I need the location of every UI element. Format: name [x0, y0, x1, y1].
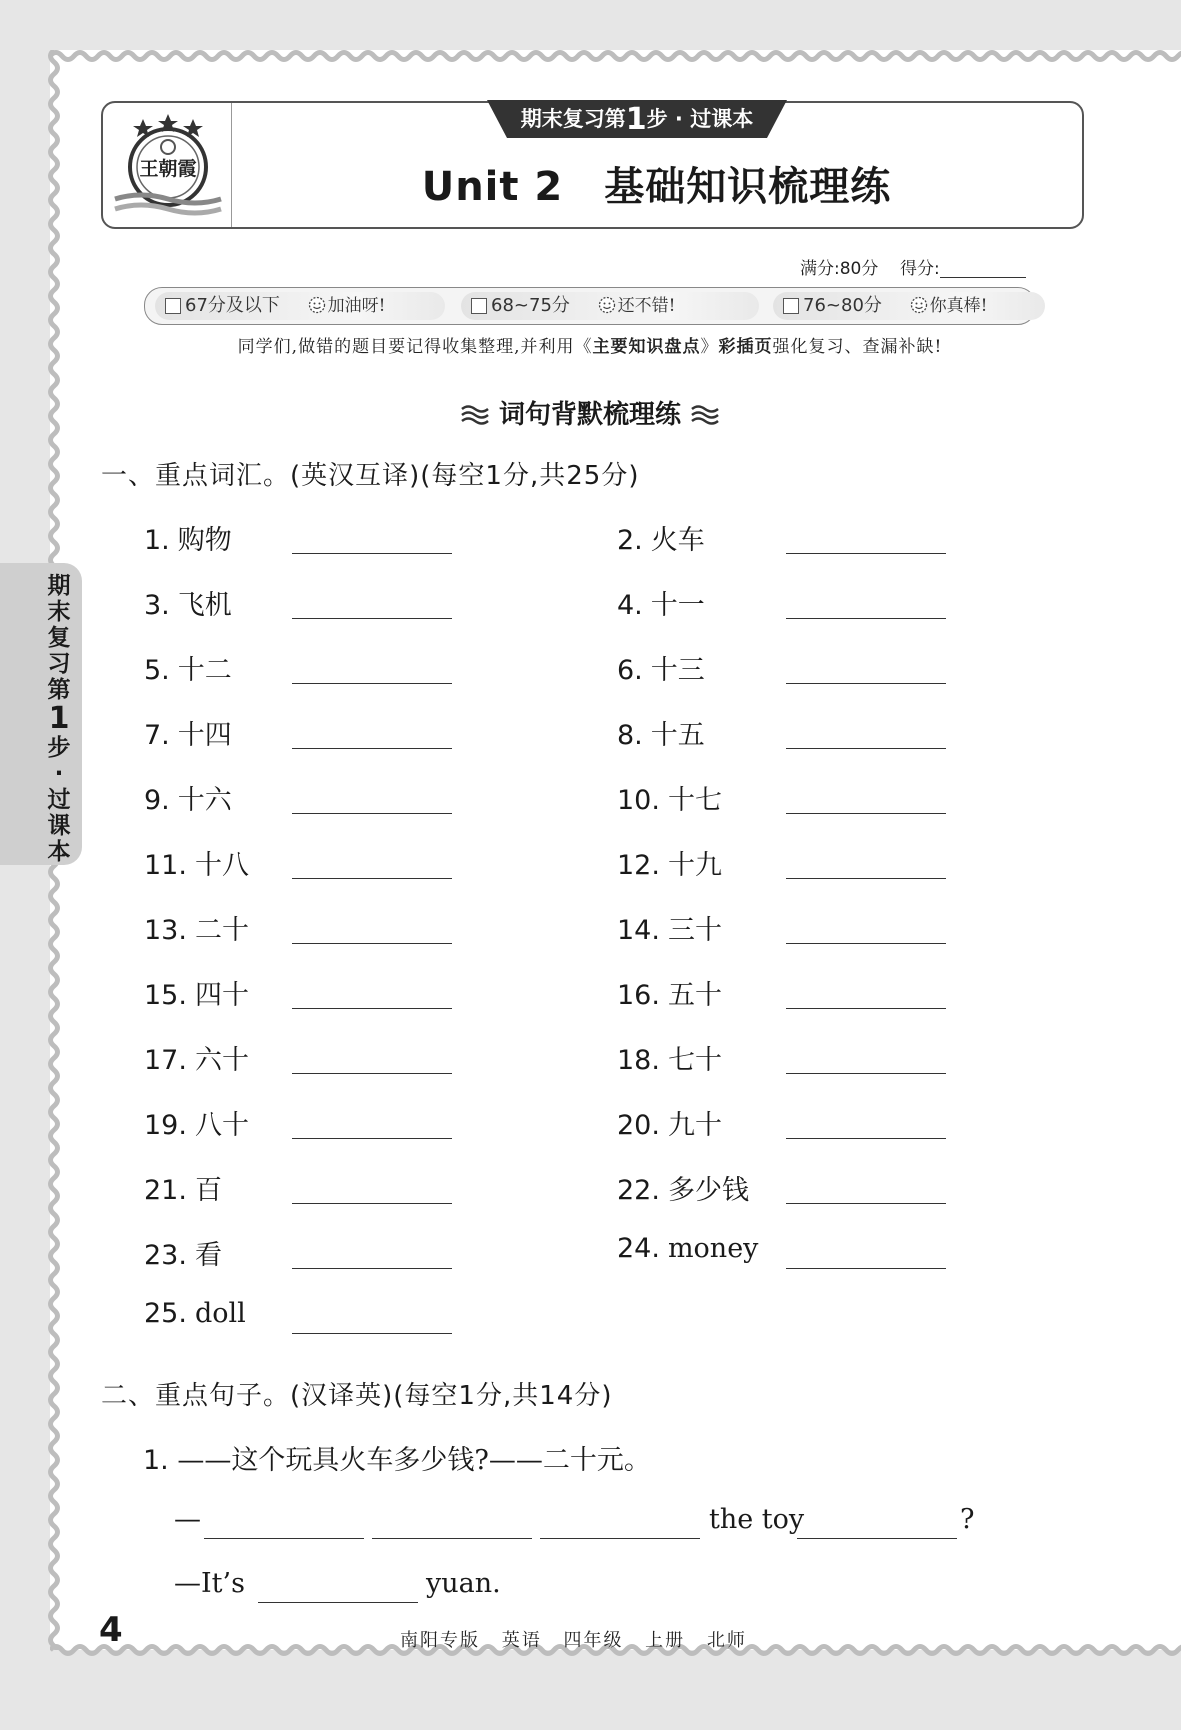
vocab-number: 23. [144, 1240, 187, 1271]
vocab-word: 十七 [667, 785, 722, 816]
vocab-number: 21. [144, 1175, 187, 1206]
vocab-word: 七十 [667, 1045, 722, 1076]
rating-option-high[interactable]: 76~80分 你真棒! [773, 292, 1045, 320]
answer-blank[interactable] [786, 878, 946, 879]
question-2-title: 二、重点句子。(汉译英)(每空1分,共14分) [101, 1381, 613, 1411]
answer-blank[interactable] [786, 748, 946, 749]
vocab-word: 十四 [177, 720, 232, 751]
answer-blank[interactable] [292, 618, 452, 619]
answer-blank[interactable] [786, 1203, 946, 1204]
question-1-title: 一、重点词汇。(英汉互译)(每空1分,共25分) [101, 461, 640, 491]
vocab-item [617, 1038, 722, 1078]
answer-blank[interactable] [292, 1008, 452, 1009]
vocab-item [144, 1168, 222, 1208]
vocab-item [144, 843, 249, 883]
vocab-number: 3. [144, 590, 170, 621]
answer-blank[interactable] [292, 553, 452, 554]
answer-blank[interactable] [540, 1538, 700, 1539]
vocab-word: 三十 [667, 915, 722, 946]
vocab-item [144, 1103, 249, 1143]
side-tab-label [44, 573, 74, 865]
vocab-item [144, 713, 232, 753]
vocab-word: 看 [194, 1240, 222, 1271]
answer-blank[interactable] [292, 1333, 452, 1334]
vocab-number: 12. [617, 850, 660, 881]
vocab-number: 6. [617, 655, 643, 686]
sentence-1-prompt: 1. ——这个玩具火车多少钱?——二十元。 [143, 1445, 651, 1476]
answer-blank[interactable] [292, 683, 452, 684]
step-label: 期末复习第1步 · 过课本 [520, 102, 754, 137]
page-title: Unit 2 基础知识梳理练 [421, 164, 892, 210]
vocab-number: 14. [617, 915, 660, 946]
section-heading: 词句背默梳理练 [390, 394, 790, 431]
answer-blank[interactable] [258, 1602, 418, 1603]
answer-blank[interactable] [292, 878, 452, 879]
vocab-number: 25. [144, 1298, 187, 1329]
vocab-item [617, 908, 722, 948]
score-label: 得分: [899, 259, 940, 279]
answer-blank[interactable] [786, 683, 946, 684]
wavy-lines-icon [460, 403, 490, 425]
vocab-word: 十六 [177, 785, 232, 816]
sentence-1-yuan: yuan. [426, 1568, 501, 1599]
vocab-number: 1. [144, 525, 170, 556]
header-box [101, 101, 1084, 229]
rating-option-mid[interactable]: 68~75分 还不错! [461, 292, 759, 320]
vocab-item [617, 648, 705, 688]
wavy-lines-icon [690, 403, 720, 425]
side-tab-text-part: 步·过课本 [47, 735, 71, 865]
logo-name: 王朝霞 [139, 158, 197, 180]
smiley-face-icon [910, 296, 928, 314]
vocab-word: 十九 [667, 850, 722, 881]
vocab-item [144, 583, 232, 623]
vocab-item [617, 1103, 722, 1143]
smiley-face-icon [598, 296, 616, 314]
publisher-logo [113, 111, 223, 219]
answer-blank[interactable] [786, 553, 946, 554]
vocab-word: 十五 [650, 720, 705, 751]
answer-blank[interactable] [292, 943, 452, 944]
vocab-word: 十三 [650, 655, 705, 686]
vocab-item [617, 518, 705, 558]
vocab-word: 八十 [194, 1110, 249, 1141]
answer-blank[interactable] [292, 1203, 452, 1204]
vocab-number: 8. [617, 720, 643, 751]
answer-blank[interactable] [786, 813, 946, 814]
smiley-face-icon [308, 296, 326, 314]
step-tab [487, 100, 787, 140]
vocab-item [144, 1233, 222, 1273]
vocab-item [144, 908, 249, 948]
side-tab-text-part: 1 [48, 701, 70, 736]
vocab-number: 15. [144, 980, 187, 1011]
vocab-number: 19. [144, 1110, 187, 1141]
rating-bar [144, 287, 1036, 325]
vocab-item [144, 973, 249, 1013]
answer-blank[interactable] [204, 1538, 364, 1539]
vocab-word: 十八 [194, 850, 249, 881]
answer-blank[interactable] [786, 1268, 946, 1269]
vocab-item [144, 648, 232, 688]
answer-blank[interactable] [786, 1008, 946, 1009]
vocab-number: 22. [617, 1175, 660, 1206]
vocab-item [617, 713, 705, 753]
vocab-word: doll [194, 1298, 246, 1329]
vocab-number: 17. [144, 1045, 187, 1076]
page-number: 4 [99, 1610, 123, 1650]
vocab-item [617, 1168, 749, 1208]
vocab-item [617, 583, 705, 623]
footer-text: 南阳专版 英语 四年级 上册 北师 [400, 1630, 747, 1651]
answer-blank[interactable] [292, 1268, 452, 1269]
vocab-number: 4. [617, 590, 643, 621]
vocab-item [617, 778, 722, 818]
sentence-1-end: ? [960, 1504, 975, 1535]
answer-blank[interactable] [292, 748, 452, 749]
vocab-number: 10. [617, 785, 660, 816]
vocab-number: 9. [144, 785, 170, 816]
score-blank[interactable] [940, 259, 1026, 278]
vocab-number: 20. [617, 1110, 660, 1141]
vocab-item [144, 1298, 246, 1338]
sentence-1-middle: the toy [709, 1504, 805, 1535]
logo-area [103, 103, 232, 227]
answer-blank[interactable] [292, 813, 452, 814]
vocab-word: 飞机 [177, 590, 232, 621]
rating-checkbox[interactable] [783, 298, 799, 314]
vocab-item [144, 1038, 249, 1078]
answer-blank[interactable] [372, 1538, 532, 1539]
answer-blank[interactable] [786, 618, 946, 619]
vocab-item [617, 973, 722, 1013]
side-tab [0, 563, 82, 865]
wavy-border-top [50, 46, 1181, 66]
answer-blank[interactable] [292, 1073, 452, 1074]
vocab-word: 火车 [650, 525, 705, 556]
answer-blank[interactable] [786, 1138, 946, 1139]
vocab-number: 2. [617, 525, 643, 556]
full-score: 满分:80分 [800, 259, 879, 279]
vocab-item [617, 843, 722, 883]
vocab-word: 多少钱 [667, 1175, 749, 1206]
vocab-number: 13. [144, 915, 187, 946]
vocab-word: 百 [194, 1175, 222, 1206]
vocab-word: 四十 [194, 980, 249, 1011]
vocab-word: 十二 [177, 655, 232, 686]
vocab-number: 16. [617, 980, 660, 1011]
vocab-item [144, 778, 232, 818]
notice-text: 同学们,做错的题目要记得收集整理,并利用《主要知识盘点》彩插页强化复习、查漏补缺! [237, 337, 943, 357]
vocab-number: 24. [617, 1233, 660, 1264]
vocab-number: 11. [144, 850, 187, 881]
vocab-word: 六十 [194, 1045, 249, 1076]
vocab-word: 十一 [650, 590, 705, 621]
rating-option-low[interactable]: 67分及以下 加油呀! [155, 292, 445, 320]
sentence-1-dash: — [174, 1504, 201, 1535]
vocab-word: 五十 [667, 980, 722, 1011]
vocab-word: 九十 [667, 1110, 722, 1141]
vocab-word: 购物 [177, 525, 232, 556]
answer-blank[interactable] [797, 1538, 957, 1539]
answer-blank[interactable] [292, 1138, 452, 1139]
vocab-number: 5. [144, 655, 170, 686]
vocab-item [617, 1233, 758, 1273]
vocab-word: money [667, 1233, 759, 1264]
rating-checkbox[interactable] [165, 298, 181, 314]
side-tab-text-part: 期末复习第 [47, 573, 71, 703]
sentence-1-reply: —It’s [174, 1568, 245, 1599]
rating-checkbox[interactable] [471, 298, 487, 314]
vocab-number: 18. [617, 1045, 660, 1076]
vocab-item [144, 518, 232, 558]
answer-blank[interactable] [786, 1073, 946, 1074]
answer-blank[interactable] [786, 943, 946, 944]
vocab-word: 二十 [194, 915, 249, 946]
score-line [800, 254, 1026, 279]
vocab-number: 7. [144, 720, 170, 751]
